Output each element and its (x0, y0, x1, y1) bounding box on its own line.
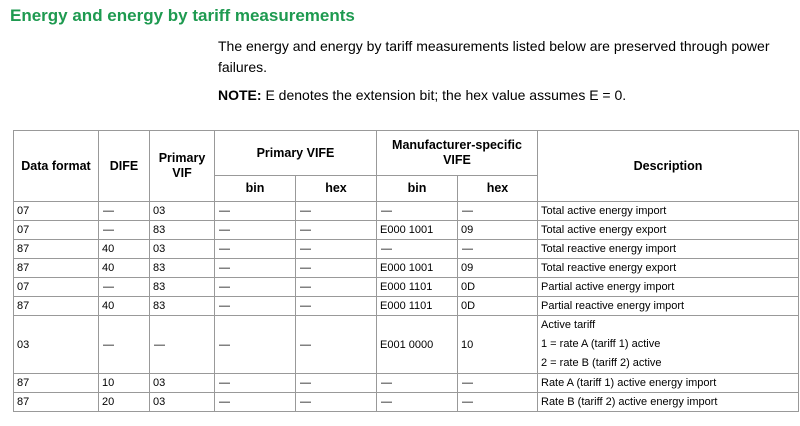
cell-primary-vife-bin: — (215, 221, 296, 240)
cell-data-format: 03 (14, 316, 99, 374)
cell-dife: 40 (99, 240, 150, 259)
cell-dife: — (99, 278, 150, 297)
description-line: 1 = rate A (tariff 1) active (541, 338, 661, 350)
cell-description: Total active energy export (538, 221, 799, 240)
cell-dife: — (99, 316, 150, 374)
cell-primary-vife-bin: — (215, 259, 296, 278)
table-row (14, 278, 799, 297)
cell-primary-vife-bin: — (215, 240, 296, 259)
cell-primary-vif: 03 (150, 240, 215, 259)
cell-manufacturer-vife-bin: E001 0000 (377, 316, 458, 374)
cell-primary-vife-bin: — (215, 393, 296, 412)
cell-primary-vif: 83 (150, 221, 215, 240)
cell-dife: 40 (99, 259, 150, 278)
cell-data-format: 07 (14, 278, 99, 297)
cell-primary-vif: 03 (150, 393, 215, 412)
header-primary-hex: hex (296, 176, 377, 202)
cell-data-format: 07 (14, 202, 99, 221)
cell-manufacturer-vife-hex: 0D (458, 278, 538, 297)
cell-description: Rate A (tariff 1) active energy import (538, 374, 799, 393)
cell-dife: — (99, 221, 150, 240)
cell-primary-vife-hex: — (296, 278, 377, 297)
section-title: Energy and energy by tariff measurements (10, 6, 355, 25)
cell-manufacturer-vife-hex: 10 (458, 316, 538, 374)
cell-primary-vife-bin: — (215, 374, 296, 393)
cell-primary-vife-bin: — (215, 316, 296, 374)
cell-data-format: 87 (14, 240, 99, 259)
cell-dife: 40 (99, 297, 150, 316)
header-manufacturer-hex: hex (458, 176, 538, 202)
header-data-format: Data format (14, 131, 99, 202)
note-text: E denotes the extension bit; the hex value assumes E = 0. (261, 87, 627, 103)
header-primary-vife: Primary VIFE (215, 131, 377, 176)
header-primary-bin: bin (215, 176, 296, 202)
cell-primary-vife-hex: — (296, 221, 377, 240)
cell-dife: — (99, 202, 150, 221)
cell-primary-vif: 03 (150, 202, 215, 221)
table-row (14, 221, 799, 240)
table-row (14, 240, 799, 259)
cell-description: Partial reactive energy import (538, 297, 799, 316)
cell-description: Total reactive energy export (538, 259, 799, 278)
cell-primary-vife-bin: — (215, 202, 296, 221)
table-body (14, 202, 799, 412)
cell-data-format: 07 (14, 221, 99, 240)
cell-primary-vife-hex: — (296, 240, 377, 259)
cell-primary-vife-bin: — (215, 278, 296, 297)
cell-primary-vife-hex: — (296, 259, 377, 278)
cell-manufacturer-vife-hex: 09 (458, 221, 538, 240)
cell-primary-vife-hex: — (296, 316, 377, 374)
measurements-table (13, 130, 799, 412)
cell-description: Total reactive energy import (538, 240, 799, 259)
cell-dife: 10 (99, 374, 150, 393)
table-row (14, 297, 799, 316)
cell-data-format: 87 (14, 297, 99, 316)
cell-manufacturer-vife-hex: — (458, 240, 538, 259)
cell-data-format: 87 (14, 259, 99, 278)
cell-manufacturer-vife-bin: — (377, 374, 458, 393)
cell-data-format: 87 (14, 374, 99, 393)
table-row (14, 259, 799, 278)
cell-description: Total active energy import (538, 202, 799, 221)
cell-primary-vife-hex: — (296, 297, 377, 316)
cell-primary-vif: 83 (150, 297, 215, 316)
cell-primary-vif: 03 (150, 374, 215, 393)
cell-description (538, 316, 799, 374)
cell-primary-vif: 83 (150, 278, 215, 297)
cell-description: Rate B (tariff 2) active energy import (538, 393, 799, 412)
cell-data-format: 87 (14, 393, 99, 412)
cell-manufacturer-vife-bin: — (377, 240, 458, 259)
cell-primary-vif: 83 (150, 259, 215, 278)
table-row (14, 374, 799, 393)
note-paragraph (218, 87, 626, 103)
table-row (14, 316, 799, 374)
cell-manufacturer-vife-hex: 09 (458, 259, 538, 278)
cell-primary-vife-bin: — (215, 297, 296, 316)
table-row (14, 202, 799, 221)
description-line: 2 = rate B (tariff 2) active (541, 357, 662, 369)
cell-manufacturer-vife-bin: — (377, 202, 458, 221)
header-manufacturer-vife: Manufacturer-specific VIFE (377, 131, 538, 176)
cell-primary-vife-hex: — (296, 202, 377, 221)
table-row (14, 393, 799, 412)
cell-manufacturer-vife-bin: E000 1101 (377, 278, 458, 297)
header-primary-vif: Primary VIF (150, 131, 215, 202)
cell-dife: 20 (99, 393, 150, 412)
cell-manufacturer-vife-bin: E000 1101 (377, 297, 458, 316)
cell-primary-vif: — (150, 316, 215, 374)
cell-manufacturer-vife-bin: E000 1001 (377, 259, 458, 278)
cell-manufacturer-vife-bin: — (377, 393, 458, 412)
note-label: NOTE: (218, 87, 262, 103)
cell-primary-vife-hex: — (296, 374, 377, 393)
header-manufacturer-bin: bin (377, 176, 458, 202)
cell-manufacturer-vife-hex: — (458, 374, 538, 393)
cell-manufacturer-vife-hex: — (458, 393, 538, 412)
cell-manufacturer-vife-bin: E000 1001 (377, 221, 458, 240)
intro-paragraph: The energy and energy by tariff measurements listed below are preserved through power failures. (218, 38, 770, 75)
cell-primary-vife-hex: — (296, 393, 377, 412)
header-dife: DIFE (99, 131, 150, 202)
cell-manufacturer-vife-hex: 0D (458, 297, 538, 316)
cell-manufacturer-vife-hex: — (458, 202, 538, 221)
description-line: Active tariff (541, 319, 596, 331)
cell-description: Partial active energy import (538, 278, 799, 297)
header-description: Description (538, 131, 799, 202)
